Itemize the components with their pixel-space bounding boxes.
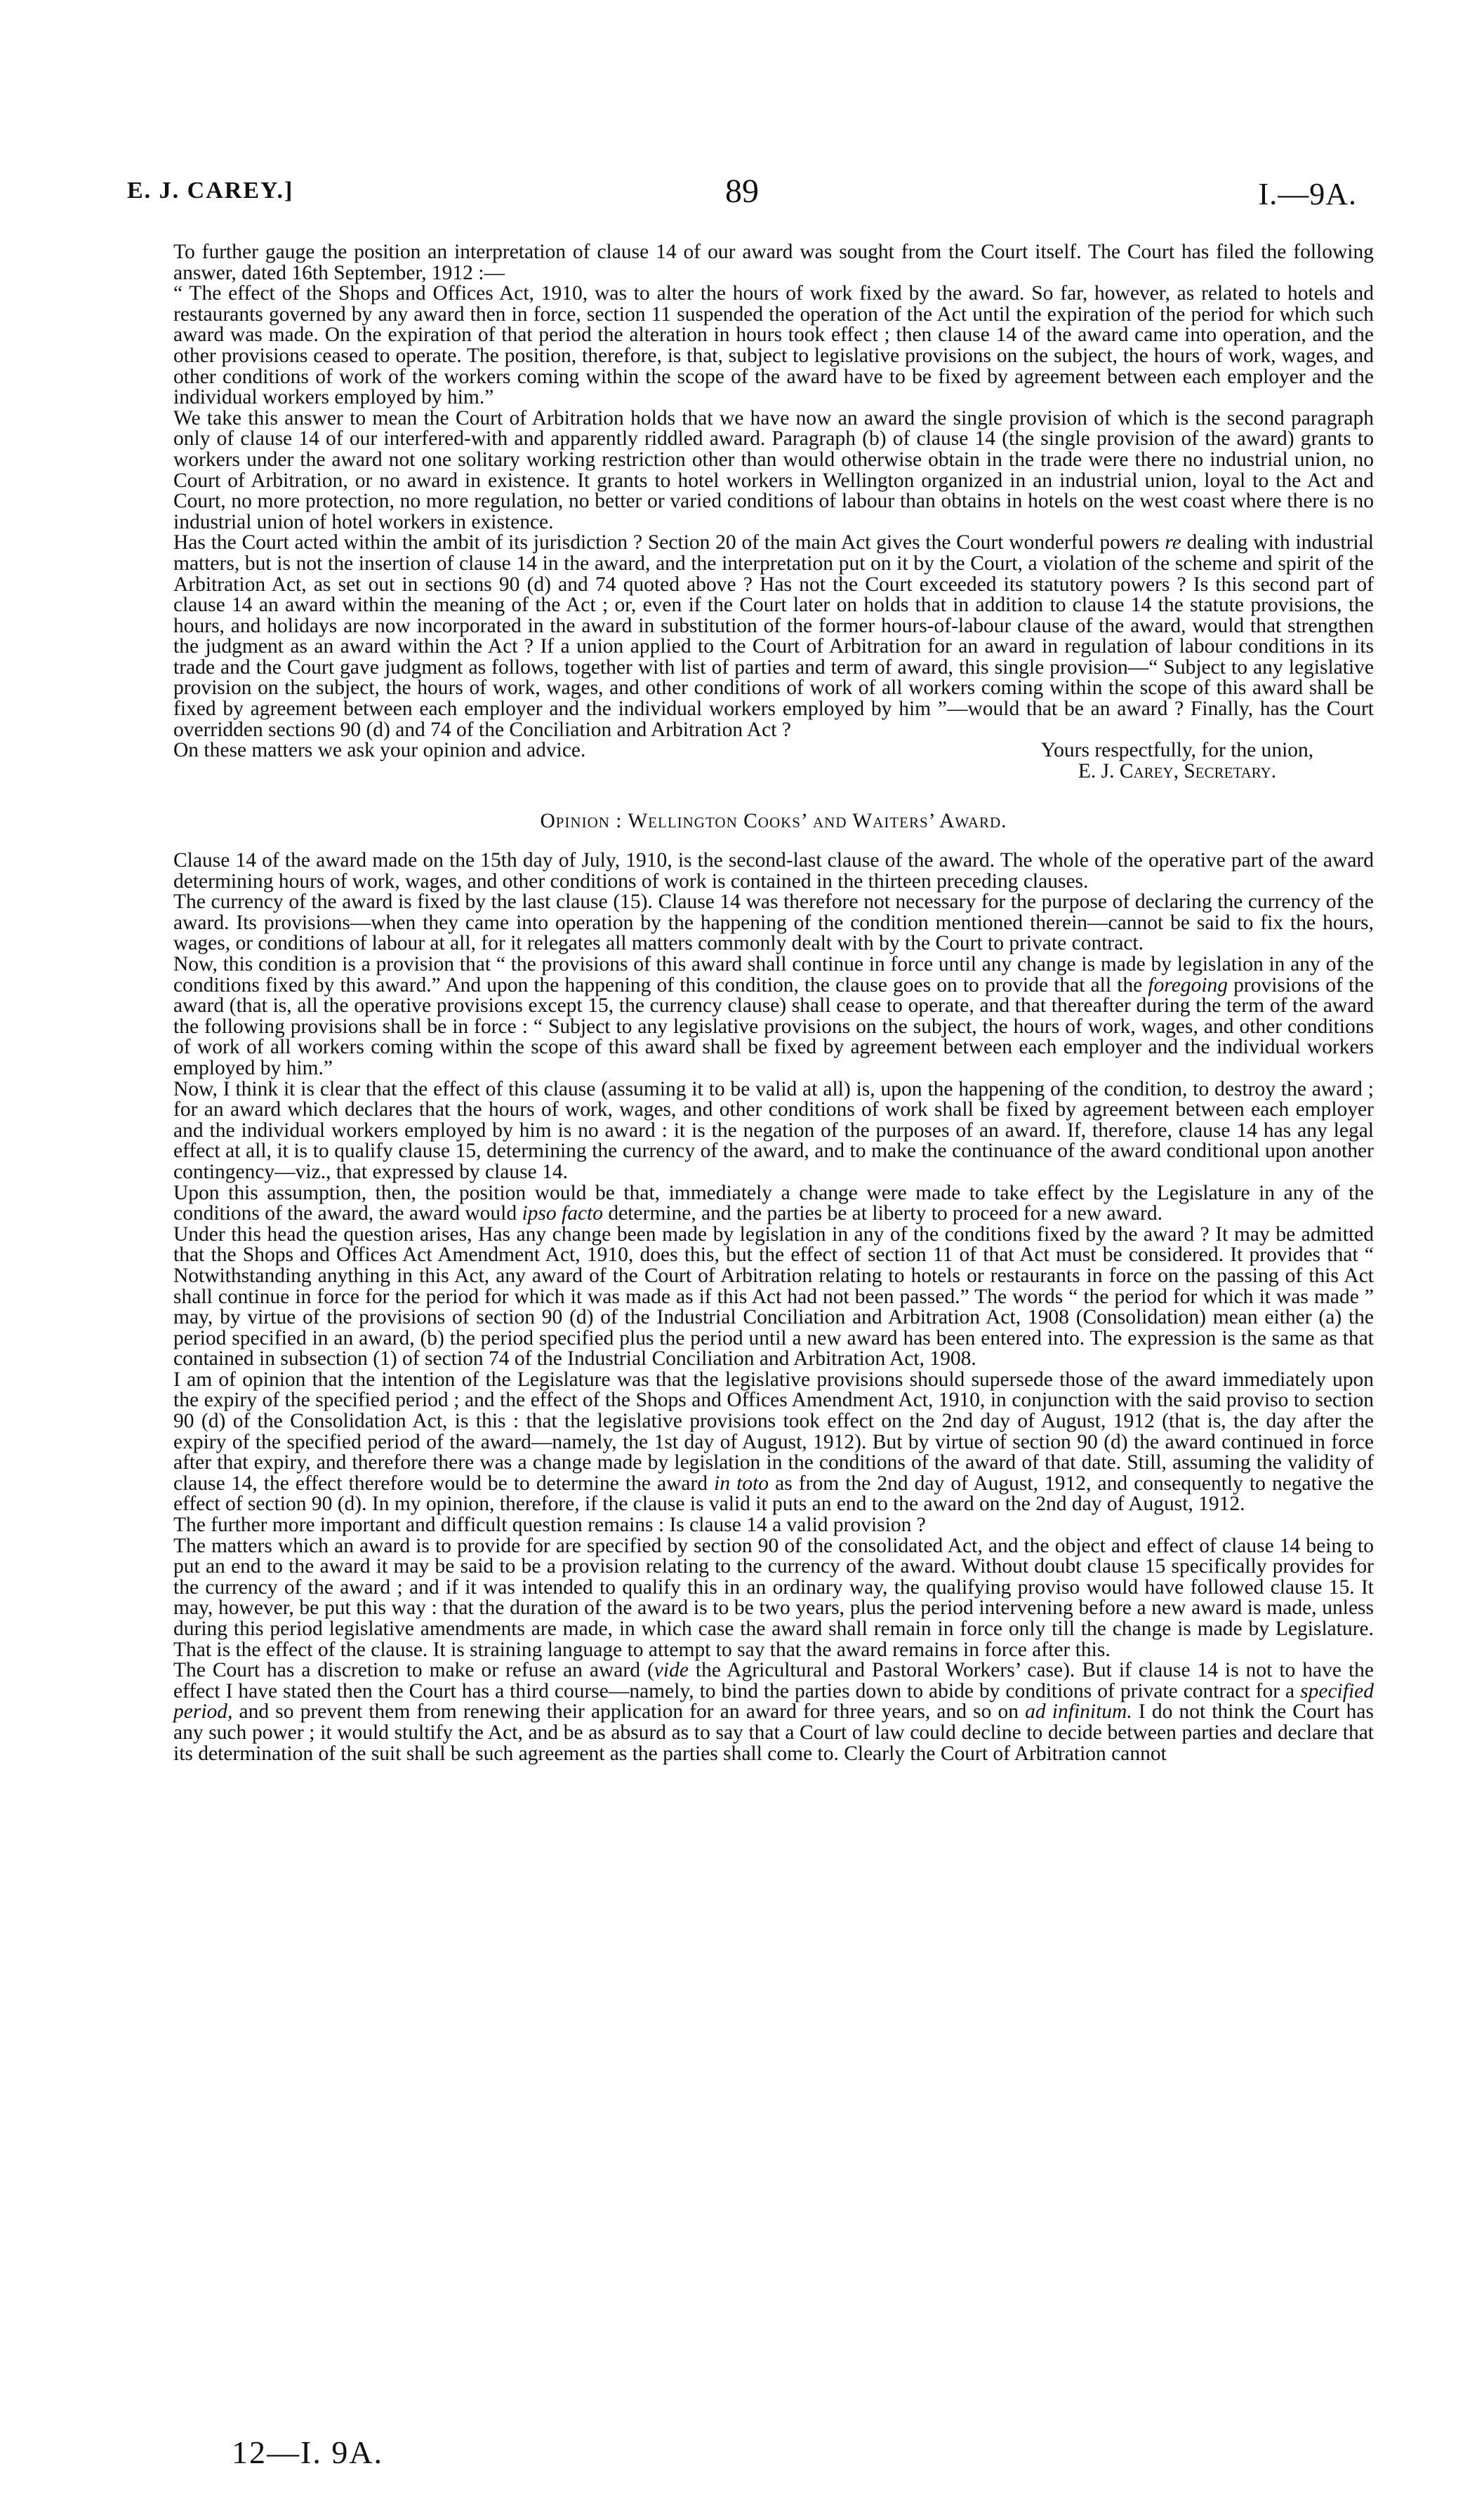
letter-closing [173, 740, 1374, 782]
paragraph: I am of opinion that the intention of the Legislature was that the legislative provisions should supersede those of the award immediately upon the expiry of the specified period ; and the effect of the Shops and Offices Amendment Act, 1910, in conjunction with the said proviso to section 90 (d) of the Consolidation Act, is this : that the legislative provisions took effect on the 2nd day of August, 1912 (that is, the day after the expiry of the specified period of the award—namely, the 1st day of August, 1912). But by virtue of section 90 (d) the award continued in force after that expiry, and therefore there was a change made by legislation in the conditions of the award of that date. Still, assuming the validity of clause 14, the effect therefore would be to determine the award in toto as from the 2nd day of August, 1912, and consequently to negative the effect of section 90 (d). In my opinion, therefore, if the clause is valid it puts an end to the award on the 2nd day of August, 1912. [173, 1368, 1374, 1516]
paragraph: Under this head the question arises, Has any change been made by legislation in any of the conditions fixed by the award ? It may be admitted that the Shops and Offices Act Amendment Act, 1910, does this, but the effect of section 11 of that Act must be considered. It provides that “ Notwithstanding anything in this Act, any award of the Court of Arbitration relating to hotels or restaurants in force on the passing of this Act shall continue in force for the period for which it was made as if this Act had not been passed.” The words “ the period for which it was made ” may, by virtue of the provisions of section 90 (d) of the Industrial Conciliation and Arbitration Act, 1908 (Consolidation) mean either (a) the period specified in an award, (b) the period specified plus the period until a new award has been entered into. The expression is the same as that contained in subsection (1) of section 74 of the Industrial Conciliation and Arbitration Act, 1908. [173, 1222, 1374, 1371]
paragraph: Now, I think it is clear that the effect of this clause (assuming it to be valid at all) is, upon the happening of the condition, to destroy the award ; for an award which declares that the hours of work, wages, and other conditions of work shall be fixed by agreement between each employer and the individual workers employed by him is no award : it is the negation of the purposes of an award. If, therefore, clause 14 has any legal effect at all, it is to qualify clause 15, determining the currency of the award, and to make the continuance of the award conditional upon another contingency—viz., that expressed by clause 14. [173, 1077, 1374, 1183]
paragraph: Clause 14 of the award made on the 15th day of July, 1910, is the second-last clause of the award. The whole of the operative part of the award determining hours of work, wages, and other conditions of work is contained in the thirteen preceding clauses. [173, 849, 1374, 893]
court-answer-quote: “ The effect of the Shops and Offices Act, 1910, was to alter the hours of work fixed by the award. So far, however, as related to hotels and restaurants governed by any award then in force, section 11 suspended the operation of the Act until the expiration of the period for which such award was made. On the expiration of that period the alteration in hours took effect ; then clause 14 of the award came into operation, and the other provisions ceased to operate. The position, therefore, is that, subject to legislative provisions on the subject, the hours of work, wages, and other conditions of work of the workers coming within the scope of the award have to be fixed by agreement between each employer and the individual workers employed by him.” [173, 282, 1374, 409]
paragraph: Now, this condition is a provision that “ the provisions of this award shall continue in force until any change is made by legislation in any of the conditions fixed by this award.” And upon the happening of this condition, the clause goes on to provide that all the foregoing provisions of the award (that is, all the operative provisions except 15, the currency clause) shall cease to operate, and that thereafter during the term of the award the following provisions shall be in force : “ Subject to any legislative provisions on the subject, the hours of work, wages, and other conditions of work of all workers coming within the scope of this award shall be fixed by agreement between each employer and the individual workers employed by him.” [173, 953, 1374, 1079]
paragraph: Upon this assumption, then, the position would be that, immediately a change were made to take effect by the Legislature in any of the conditions of the award, the award would ipso facto determine, and the parties be at liberty to proceed for a new award. [173, 1181, 1374, 1225]
paragraph: Has the Court acted within the ambit of its jurisdiction ? Section 20 of the main Act gives the Court wonderful powers re dealing with industrial matters, but is not the insertion of clause 14 in the award, and the interpretation put on it by the Court, a violation of the scheme and spirit of the Arbitration Act, as set out in sections 90 (d) and 74 quoted above ? Has not the Court exceeded its statutory powers ? Is this second part of clause 14 an award within the meaning of the Act ; or, even if the Court later on holds that in addition to clause 14 the statute provisions, the hours, and holidays are now incorporated in the award in substitution of the former hours-of-labour clause of the award, would that strengthen the judgment as an award within the Act ? If a union applied to the Court of Arbitration for an award in regulation of labour conditions in its trade and the Court gave judgment as follows, together with list of parties and term of award, this single provision—“ Subject to any legislative provision on the subject, the hours of work, wages, and other conditions of work of all workers coming within the scope of this award shall be fixed by agreement between each employer and the individual workers employed by him ”—would that be an award ? Finally, has the Court overridden sections 90 (d) and 74 of the Conciliation and Arbitration Act ? [173, 531, 1374, 741]
header-author: E. J. CAREY.] [127, 178, 294, 204]
page-number: 89 [725, 173, 759, 210]
paragraph: The matters which an award is to provide for are specified by section 90 of the consolidated Act, and the object and effect of clause 14 being to put an end to the award it may be said to be a provision relating to the currency of the award. Without doubt clause 15 specifically provides for the currency of the award ; and if it was intended to qualify this in an ordinary way, the qualifying proviso would have followed clause 15. It may, however, be put this way : that the duration of the award is to be two years, plus the period intervening before a new award is made, unless during this period legislative amendments are made, in which case the award shall remain in force only till the change is made by Legislature. That is the effect of the clause. It is straining language to attempt to say that the award remains in force after this. [173, 1534, 1374, 1661]
document-reference: I.—9A. [1258, 177, 1357, 211]
paragraph: The currency of the award is fixed by the last clause (15). Clause 14 was therefore not necessary for the purpose of declaring the currency of the award. Its provisions—when they came into operation by the happening of the condition mentioned therein—cannot be said to fix the hours, wages, or conditions of labour at all, for it relegates all matters commonly dealt with by the Court to private contract. [173, 891, 1374, 955]
paragraph: To further gauge the position an interpretation of clause 14 of our award was sought from the Court itself. The Court has filed the following answer, dated 16th September, 1912 :— [173, 241, 1374, 284]
body-text [173, 242, 1374, 1764]
paragraph: The further more important and difficult question remains : Is clause 14 a valid provision ? [173, 1514, 926, 1537]
closing-request: On these matters we ask your opinion and advice. [173, 740, 586, 762]
signatory: E. J. Carey, Secretary. [1078, 759, 1277, 782]
page-header [127, 172, 1357, 214]
paragraph: We take this answer to mean the Court of Arbitration holds that we have now an award the single provision of which is the second paragraph only of clause 14 of our interfered-with and apparently riddled award. Paragraph (b) of clause 14 (the single provision of the award) grants to workers under the award not one solitary working restriction other than would otherwise obtain in the trade were there no industrial union, no Court of Arbitration, or no award in existence. It grants to hotel workers in Wellington organized in an industrial union, loyal to the Act and Court, no more protection, no more regulation, no better or varied conditions of labour than obtains in hotels on the west coast where there is no industrial union of hotel workers in existence. [173, 406, 1374, 533]
signature-block [981, 740, 1374, 782]
closing-salutation: Yours respectfully, for the union, [1040, 740, 1314, 762]
printer-signature-mark: 12—I. 9A. [232, 2434, 384, 2470]
section-heading: Opinion : Wellington Cooks’ and Waiters’ Award. [540, 810, 1007, 833]
paragraph: The Court has a discretion to make or refuse an award (vide the Agricultural and Pastoral Workers’ case). But if clause 14 is not to have the effect I have stated then the Court has a third course—namely, to bind the parties down to abide by conditions of private contract for a specified period, and so prevent them from renewing their application for an award for three years, and so on ad infinitum. I do not think the Court has any such power ; it would stultify the Act, and be as absurd as to say that a Court of law could decline to decide between parties and declare that its determination of the suit shall be such agreement as the parties shall come to. Clearly the Court of Arbitration cannot [173, 1659, 1374, 1765]
